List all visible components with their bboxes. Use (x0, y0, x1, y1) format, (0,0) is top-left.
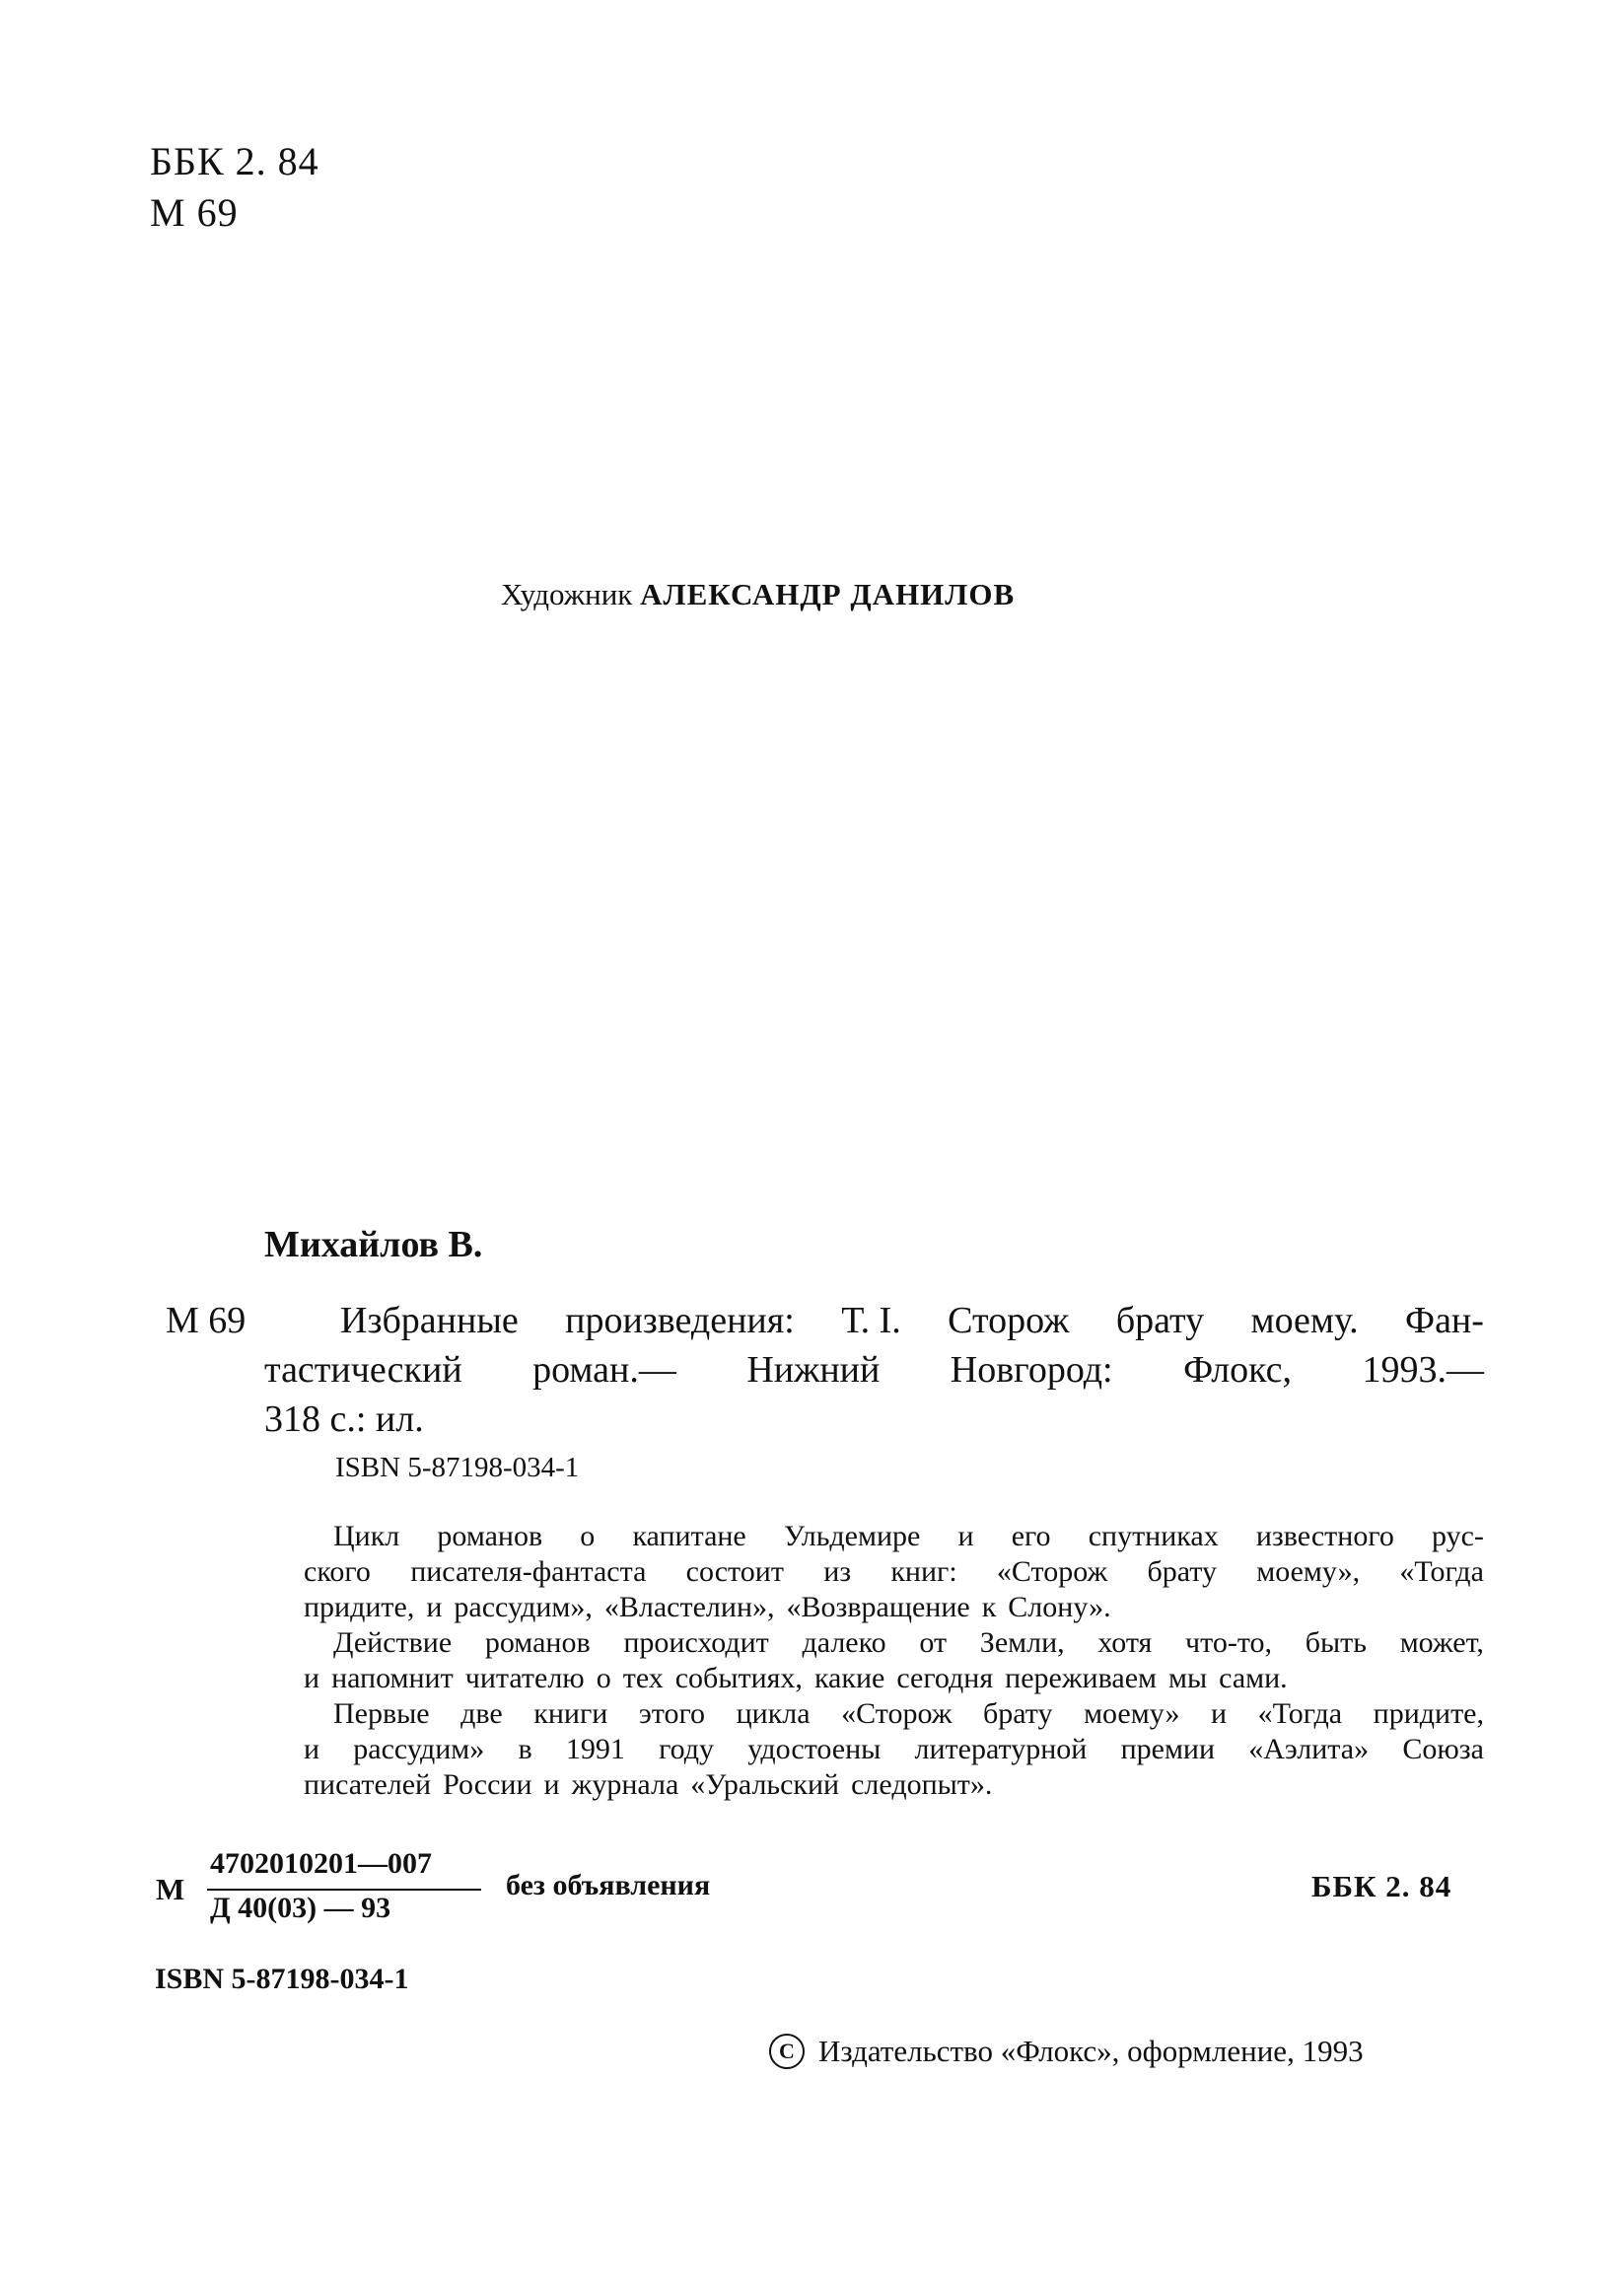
bib-line-2-word: роман.— (532, 1349, 676, 1391)
annotation-word: переживаем (1005, 1662, 1157, 1694)
annotation-word: какие (813, 1662, 885, 1694)
annotation-line (304, 1732, 1484, 1767)
annotation-line (304, 1661, 1484, 1696)
artist-prefix: Художник (501, 577, 633, 611)
artist-name: АЛЕКСАНДР ДАНИЛОВ (640, 577, 1016, 611)
isbn-line: ISBN 5-87198-034-1 (335, 1452, 580, 1483)
bib-line-2-word: Новгород: (950, 1349, 1113, 1391)
annotation-text (304, 1519, 1484, 1803)
annotation-word: спутниках (1088, 1520, 1219, 1552)
annotation-line (304, 1696, 1484, 1732)
isbn-bottom: ISBN 5-87198-034-1 (155, 1963, 409, 1995)
annotation-word: брату (982, 1697, 1053, 1730)
annotation-word: «Сторож (996, 1555, 1108, 1588)
imprint-numerator: 4702010201—007 (210, 1847, 432, 1880)
annotation-line (304, 1590, 1484, 1625)
bbk-code-top: ББК 2. 84 (150, 139, 319, 183)
annotation-word: придите, (304, 1591, 415, 1623)
annotation-word: хотя (1097, 1626, 1153, 1659)
annotation-line (304, 1625, 1484, 1661)
bib-line-1 (340, 1297, 1484, 1344)
annotation-word: романов (484, 1626, 591, 1659)
annotation-word: «Возвращение (786, 1591, 970, 1623)
annotation-word: от (919, 1626, 948, 1659)
annotation-word: напомнит (331, 1662, 454, 1694)
bib-line-1-word: моему. (1250, 1300, 1359, 1341)
imprint-denominator: Д 40(03) — 93 (210, 1892, 391, 1924)
annotation-line (304, 1767, 1484, 1803)
annotation-word: что-то, (1185, 1626, 1273, 1659)
annotation-word: Цикл (333, 1520, 400, 1552)
annotation-word: литературной (914, 1733, 1088, 1765)
annotation-word: Союза (1402, 1733, 1484, 1765)
artist-credit (501, 577, 1015, 612)
annotation-word: премии (1120, 1733, 1216, 1765)
annotation-word: о (580, 1520, 596, 1552)
annotation-word: романов (437, 1520, 543, 1552)
annotation-word: книги (533, 1697, 608, 1730)
annotation-word: 1991 (565, 1733, 625, 1765)
annotation-word: и (304, 1733, 320, 1765)
annotation-word: тех (622, 1662, 664, 1694)
bib-line-2-word: 1993.— (1362, 1349, 1484, 1391)
annotation-word: далеко (802, 1626, 886, 1659)
annotation-word: Земли, (979, 1626, 1065, 1659)
annotation-word: моему» (1084, 1697, 1180, 1730)
bib-line-1-word: произведения: (565, 1300, 795, 1341)
annotation-word: известного (1255, 1520, 1394, 1552)
bbk-code-bottom: ББК 2. 84 (1311, 1869, 1452, 1903)
bib-line-2-word: Нижний (746, 1349, 881, 1391)
annotation-word: «Властелин», (603, 1591, 775, 1623)
annotation-word: ского (304, 1555, 371, 1588)
annotation-word: «Тогда (1399, 1555, 1484, 1588)
no-announcement-label: без объявления (506, 1869, 711, 1901)
annotation-word: этого (638, 1697, 706, 1730)
bib-line-3: 318 с.: ил. (264, 1398, 424, 1440)
annotation-word: Действие (333, 1626, 453, 1659)
annotation-word: «Уральский (690, 1768, 840, 1801)
annotation-word: капитане (632, 1520, 746, 1552)
annotation-word: рассудим» (353, 1733, 485, 1765)
annotation-word: следопыт». (851, 1768, 993, 1801)
annotation-word: читателю (464, 1662, 585, 1694)
annotation-word: Первые (333, 1697, 430, 1730)
annotation-word: сегодня (896, 1662, 994, 1694)
annotation-line (304, 1519, 1484, 1554)
annotation-word: к (981, 1591, 997, 1623)
author-name: Михайлов В. (264, 1224, 483, 1265)
annotation-word: удостоены (747, 1733, 882, 1765)
annotation-word: две (460, 1697, 503, 1730)
annotation-word: брату (1147, 1555, 1218, 1588)
annotation-word: «Тогда (1257, 1697, 1343, 1730)
annotation-word: мы (1168, 1662, 1208, 1694)
annotation-word: о (596, 1662, 611, 1694)
bib-line-2-word: тастический (264, 1349, 462, 1391)
annotation-word: и (957, 1520, 974, 1552)
annotation-word: России (443, 1768, 532, 1801)
bib-line-1-word: Избранные (340, 1300, 519, 1341)
annotation-word: Слону». (1008, 1591, 1111, 1623)
bib-line-1-word: Т. I. (841, 1300, 901, 1341)
annotation-word: сами. (1219, 1662, 1288, 1694)
annotation-word: событиях, (674, 1662, 803, 1694)
annotation-word: придите, (1373, 1697, 1484, 1730)
bib-line-2 (264, 1346, 1484, 1394)
catalog-code-top: М 69 (150, 190, 239, 235)
annotation-word: его (1011, 1520, 1051, 1552)
annotation-word: «Аэлита» (1248, 1733, 1370, 1765)
annotation-word: может, (1399, 1626, 1484, 1659)
annotation-word: Ульдемире (783, 1520, 921, 1552)
annotation-word: и (426, 1591, 443, 1623)
annotation-word: в (518, 1733, 532, 1765)
annotation-word: и (1211, 1697, 1228, 1730)
copyright-line (769, 2034, 1364, 2069)
annotation-word: происходит (623, 1626, 769, 1659)
annotation-word: моему», (1256, 1555, 1361, 1588)
bib-line-1-word: Сторож (948, 1300, 1070, 1341)
annotation-word: рассудим», (454, 1591, 593, 1623)
copyright-text: Издательство «Флокс», оформление, 1993 (818, 2034, 1364, 2068)
bib-line-1-word: брату (1115, 1300, 1205, 1341)
imprint-fraction-line (207, 1889, 481, 1891)
annotation-word: и (304, 1662, 320, 1694)
annotation-word: году (659, 1733, 715, 1765)
annotation-word: и (543, 1768, 560, 1801)
imprint-letter: М (156, 1872, 185, 1906)
annotation-line (304, 1554, 1484, 1590)
bib-line-2-word: Флокс, (1183, 1349, 1293, 1391)
annotation-word: из (823, 1555, 852, 1588)
annotation-word: книг: (890, 1555, 957, 1588)
annotation-word: цикла (736, 1697, 811, 1730)
annotation-word: «Сторож (841, 1697, 953, 1730)
annotation-word: писателя-фантаста (410, 1555, 647, 1588)
bib-line-1-word: Фан- (1405, 1300, 1484, 1341)
annotation-word: писателей (304, 1768, 432, 1801)
annotation-word: быть (1305, 1626, 1367, 1659)
annotation-word: рус- (1432, 1520, 1484, 1552)
copyright-icon: C (769, 2034, 805, 2069)
bib-catalog-code: М 69 (166, 1300, 247, 1341)
annotation-word: состоит (685, 1555, 784, 1588)
annotation-word: журнала (571, 1768, 679, 1801)
